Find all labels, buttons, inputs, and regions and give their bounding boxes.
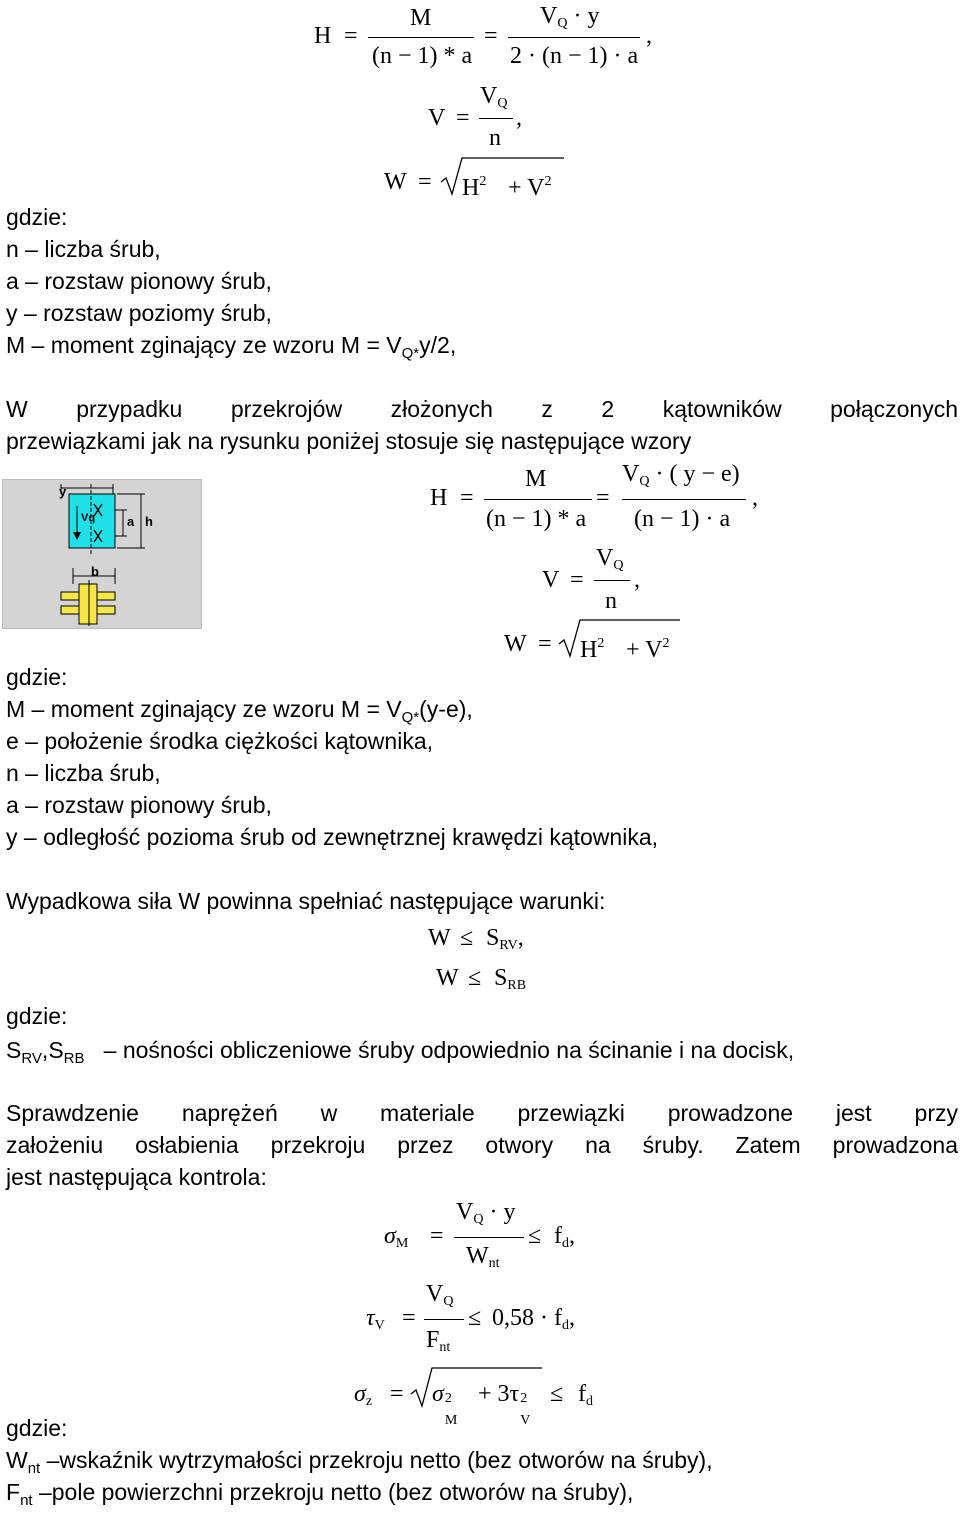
- denominator-1: (n − 1) * a: [486, 506, 587, 532]
- plus-v: + $V^2$: [626, 636, 670, 663]
- denominator: Wnt: [466, 1243, 500, 1271]
- symbol-fd: fd: [578, 1381, 593, 1409]
- numerator-2: VQ · ( y − e): [622, 461, 740, 489]
- definition-s: $S_{RV},S_{RB}$ – nośności obliczeniowe śruby odpowiednio na ścinanie i na docisk,: [6, 1037, 795, 1067]
- fraction-bar: [594, 580, 630, 581]
- symbol-h: H: [430, 485, 448, 511]
- symbol-s-rb: SRB: [494, 965, 527, 993]
- paragraph-line: Sprawdzenie naprężeń w materiale przewiązki prowadzone jest przy: [6, 1100, 958, 1126]
- definition-n: n – liczba śrub,: [6, 760, 161, 786]
- paragraph-line: Wypadkowa siła W powinna spełniać następujące warunki:: [6, 888, 606, 914]
- label-gdzie: gdzie:: [6, 204, 68, 230]
- figure-label-h: h: [145, 514, 153, 529]
- fraction-bar: [622, 499, 746, 500]
- fraction-bar: [479, 118, 513, 119]
- numerator-m: M: [410, 5, 432, 31]
- less-equal-sign: ≤: [528, 1223, 542, 1249]
- symbol-w: W: [504, 631, 527, 657]
- less-equal-sign: ≤: [468, 1305, 482, 1331]
- equals-sign: =: [402, 1305, 416, 1331]
- symbol-h: $H^2$: [462, 174, 487, 201]
- symbol-tau: τV: [366, 1305, 385, 1333]
- label-gdzie: gdzie:: [6, 1415, 68, 1441]
- coefficient: 0,58 ·: [492, 1305, 548, 1331]
- symbol-w: W: [436, 965, 459, 991]
- paragraph-line: założeniu osłabienia przekroju przez otwory na śruby. Zatem prowadzona: [6, 1132, 958, 1158]
- less-equal-sign: ≤: [468, 965, 482, 991]
- equals-sign: =: [484, 23, 498, 49]
- equals-sign: =: [344, 23, 358, 49]
- numerator: VQ · y: [456, 1199, 516, 1227]
- numerator: VQ: [426, 1281, 454, 1309]
- label-gdzie: gdzie:: [6, 664, 68, 690]
- equals-sign: =: [418, 169, 432, 195]
- symbol-s-rv: SRV,: [486, 925, 524, 953]
- angle-batten-diagram: [3, 480, 201, 628]
- numerator-m: M: [525, 466, 547, 492]
- plus-v: + $V^2$: [508, 174, 552, 201]
- less-equal-sign: ≤: [550, 1381, 564, 1407]
- equals-sign: =: [456, 105, 470, 131]
- numerator-2: VQ · y: [540, 3, 600, 31]
- fraction-bar: [484, 499, 592, 500]
- definition-fnt: $F_{nt}$ –pole powierzchni przekroju netto (bez otworów na śruby),: [6, 1479, 634, 1509]
- definition-a: a – rozstaw pionowy śrub,: [6, 268, 272, 294]
- symbol-v: V: [428, 105, 446, 131]
- tau-v-squared: + 3τ 2 V: [478, 1381, 531, 1428]
- denominator: n: [489, 125, 501, 151]
- equals-sign: =: [460, 485, 474, 511]
- fraction-bar: [424, 1319, 464, 1320]
- paragraph-line: przewiązkami jak na rysunku poniżej stosuje się następujące wzory: [6, 428, 692, 454]
- paragraph-line: jest następująca kontrola:: [6, 1164, 267, 1190]
- sigma-m-squared: σ 2 M: [432, 1381, 458, 1428]
- definition-a: a – rozstaw pionowy śrub,: [6, 792, 272, 818]
- fraction-bar: [368, 37, 474, 38]
- definition-n: n – liczba śrub,: [6, 236, 161, 262]
- numerator: VQ: [480, 83, 508, 111]
- equals-sign: =: [596, 485, 610, 511]
- less-equal-sign: ≤: [460, 925, 474, 951]
- symbol-v: V: [542, 567, 560, 593]
- denominator: Fnt: [426, 1327, 451, 1355]
- definition-wnt: $W_{nt}$ –wskaźnik wytrzymałości przekroju netto (bez otworów na śruby),: [6, 1447, 713, 1477]
- equals-sign: =: [570, 567, 584, 593]
- definition-y: y – rozstaw poziomy śrub,: [6, 300, 272, 326]
- symbol-sigma: σM: [384, 1223, 409, 1251]
- numerator: VQ: [596, 545, 624, 573]
- comma: ,: [516, 105, 522, 131]
- symbol-w: W: [384, 169, 407, 195]
- definition-y: y – odległość pozioma śrub od zewnętrznej krawędzi kątownika,: [6, 824, 658, 850]
- denominator: n: [605, 588, 617, 614]
- definition-m: M – moment zginający ze wzoru $M = V_{Q*}y/2$,: [6, 332, 457, 362]
- equals-sign: =: [538, 631, 552, 657]
- figure-label-a: a: [127, 514, 135, 529]
- denominator-2: 2 · (n − 1) · a: [510, 43, 639, 69]
- equals-sign: =: [390, 1381, 404, 1407]
- figure-label-y: y: [59, 484, 67, 499]
- symbol-fd: fd,: [554, 1223, 575, 1251]
- symbol-fd: fd,: [554, 1305, 575, 1333]
- symbol-h: $H^2$: [580, 636, 605, 663]
- comma: ,: [634, 567, 640, 593]
- definition-m: M – moment zginający ze wzoru $M = V_{Q*}(y-e)$,: [6, 696, 473, 726]
- figure-label-vq: Vq: [81, 512, 96, 524]
- symbol-h: H: [314, 23, 332, 49]
- symbol-w: W: [428, 925, 451, 951]
- connection-drawing: [2, 479, 202, 629]
- definition-e: e – położenie środka ciężkości kątownika,: [6, 728, 434, 754]
- symbol-sigma: σz: [354, 1381, 373, 1409]
- denominator-1: (n − 1) * a: [372, 43, 473, 69]
- fraction-bar: [508, 37, 640, 38]
- paragraph-line: W przypadku przekrojów złożonych z 2 kątowników połączonych: [6, 396, 958, 422]
- denominator-2: (n − 1) · a: [634, 506, 731, 532]
- comma: ,: [752, 485, 758, 511]
- label-gdzie: gdzie:: [6, 1003, 68, 1029]
- equals-sign: =: [430, 1223, 444, 1249]
- fraction-bar: [454, 1237, 524, 1238]
- figure-label-b: b: [91, 564, 99, 579]
- comma: ,: [646, 23, 652, 49]
